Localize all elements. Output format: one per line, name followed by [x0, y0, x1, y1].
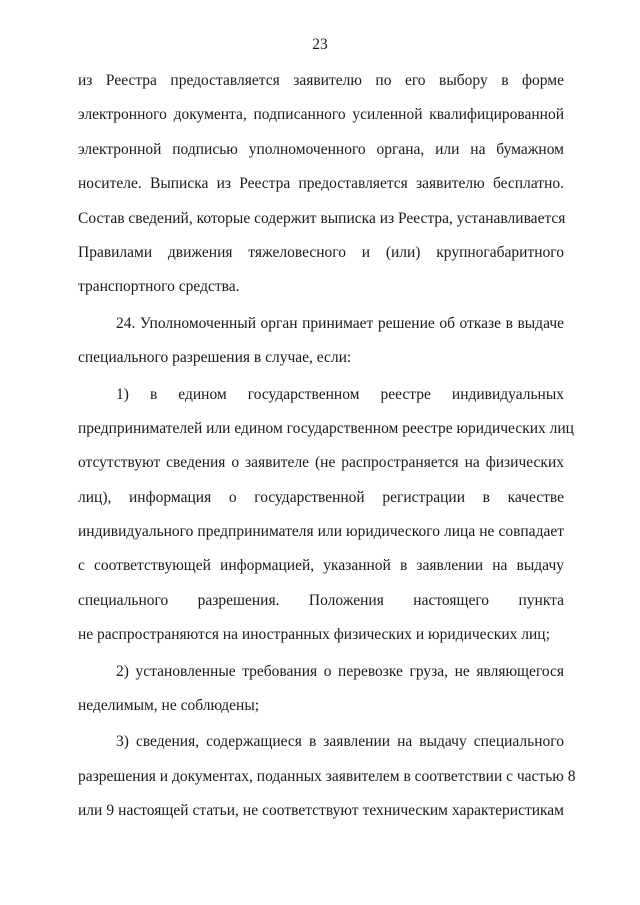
paragraph	[78, 655, 564, 724]
paragraph-line: 2) установленные требования о перевозке груза, не являющегося	[116, 662, 564, 680]
paragraph	[78, 378, 574, 653]
paragraph-line: 24. Уполномоченный орган принимает решение об отказе в выдаче	[116, 314, 564, 332]
paragraph-line: специального разрешения. Положения настоящего пункта	[78, 591, 564, 609]
paragraph-line: носителе. Выписка из Реестра предоставляется заявителю бесплатно.	[78, 175, 564, 193]
paragraph-line: Правилами движения тяжеловесного и (или) крупногабаритного	[78, 243, 564, 261]
paragraph	[78, 725, 576, 828]
paragraph-line: электронной подписью уполномоченного органа, или на бумажном	[78, 140, 564, 158]
paragraph-line: 3) сведения, содержащиеся в заявлении на выдачу специального	[116, 733, 564, 751]
paragraph-line: неделимым, не соблюдены;	[78, 697, 260, 715]
paragraph	[78, 307, 564, 376]
paragraph-line: индивидуального предпринимателя или юридического лица не совпадает	[78, 523, 564, 541]
paragraph-line: не распространяются на иностранных физических и юридических лиц;	[78, 626, 550, 644]
paragraph-line: Состав сведений, которые содержит выписка из Реестра, устанавливается	[78, 209, 566, 227]
paragraph-line: специального разрешения в случае, если:	[78, 349, 352, 367]
paragraph-line: лиц), информация о государственной регистрации в качестве	[78, 488, 564, 506]
paragraph-line: с соответствующей информацией, указанной в заявлении на выдачу	[78, 557, 564, 575]
paragraph-line: из Реестра предоставляется заявителю по его выбору в форме	[78, 72, 564, 89]
paragraph-line: электронного документа, подписанного усиленной квалифицированной	[78, 106, 564, 124]
paragraph-line: транспортного средства.	[78, 278, 240, 296]
paragraph-line: предпринимателей или едином государственном реестре юридических лиц	[78, 419, 574, 437]
paragraph-line: или 9 настоящей статьи, не соответствуют техническим характеристикам	[78, 802, 564, 820]
paragraph-line: 1) в едином государственном реестре индивидуальных	[116, 385, 564, 403]
page-number: 23	[312, 36, 328, 53]
document-body	[78, 64, 576, 829]
paragraph-line: разрешения и документах, поданных заявителем в соответствии с частью 8	[78, 767, 576, 785]
paragraph	[78, 64, 564, 305]
paragraph-line: отсутствуют сведения о заявителе (не распространяется на физических	[78, 454, 564, 472]
